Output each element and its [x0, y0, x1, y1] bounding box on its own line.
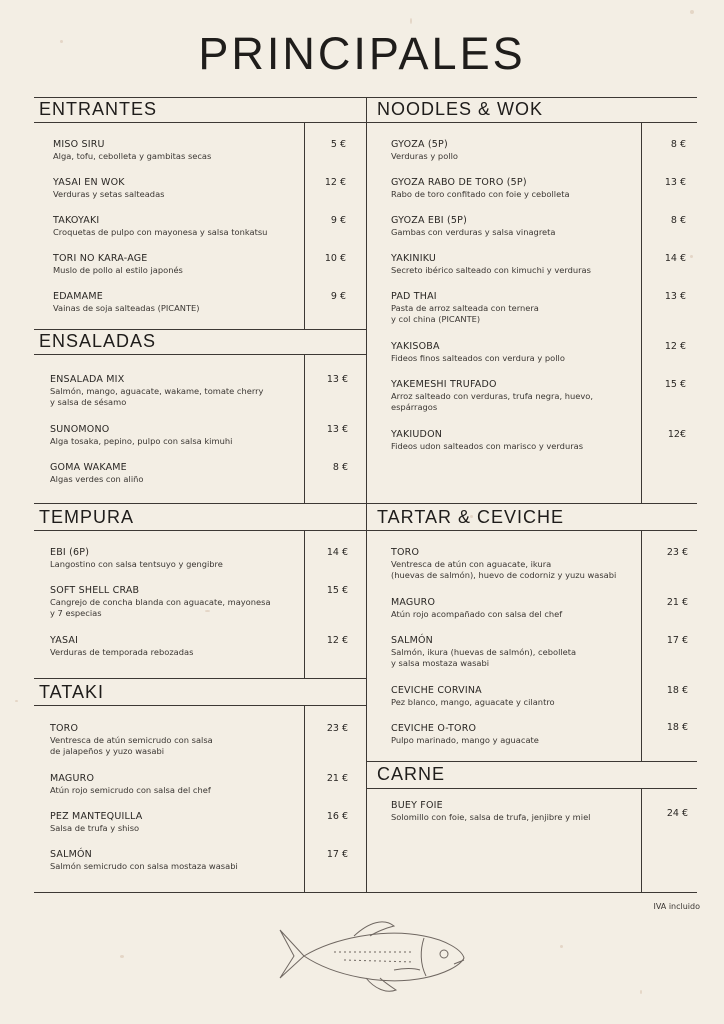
item-name: MISO SIRU: [53, 139, 105, 150]
item-name: ENSALADA MIX: [50, 374, 125, 385]
col-rule: [641, 530, 642, 761]
menu-item: [50, 424, 232, 447]
menu-item: [391, 177, 570, 200]
menu-item: [53, 253, 183, 276]
menu-item: [391, 635, 576, 669]
item-desc: Gambas con verduras y salsa vinagreta: [391, 227, 556, 237]
item-desc: Verduras y pollo: [391, 151, 458, 161]
menu-item: [50, 849, 238, 872]
fish-illustration: [274, 908, 474, 1000]
menu-item: [391, 253, 591, 276]
menu-item: [391, 429, 583, 452]
section-title-noodles-wok: NOODLES & WOK: [377, 99, 544, 119]
item-name: YAKISOBA: [391, 341, 440, 352]
menu-item: [50, 585, 271, 619]
menu-item: [391, 597, 562, 620]
item-price: 8 €: [332, 462, 348, 473]
item-price: 23 €: [666, 547, 688, 558]
menu-item: [391, 341, 565, 364]
item-desc: Secreto ibérico salteado con kimuchi y verduras: [391, 265, 591, 275]
col-rule: [304, 530, 305, 678]
item-price: 13 €: [326, 374, 348, 385]
menu-item: [53, 177, 164, 200]
item-desc: Cangrejo de concha blanda con aguacate, mayonesa: [50, 597, 271, 607]
center-divider: [366, 97, 367, 892]
item-desc: de jalapeños y yuzo wasabi: [50, 746, 165, 756]
item-desc: Ventresca de atún con aguacate, ikura: [391, 559, 552, 569]
rule: [34, 705, 366, 706]
menu-item: [391, 215, 556, 238]
menu-item: [53, 215, 267, 238]
section-title-carne: CARNE: [377, 764, 446, 784]
item-price: 18 €: [666, 722, 688, 733]
col-rule: [641, 122, 642, 503]
item-name: YAKEMESHI TRUFADO: [391, 379, 497, 390]
item-price: 12€: [667, 429, 686, 440]
item-desc: Salsa de trufa y shiso: [50, 823, 140, 833]
item-price: 9 €: [330, 291, 346, 302]
rule: [34, 678, 366, 679]
menu-item: [50, 773, 211, 796]
item-desc: Fideos finos salteados con verdura y pollo: [391, 353, 565, 363]
item-name: SUNOMONO: [50, 424, 110, 435]
item-price: 21 €: [666, 597, 688, 608]
item-name: GYOZA EBI (5P): [391, 215, 468, 226]
item-name: MAGURO: [50, 773, 95, 784]
item-name: SALMÓN: [391, 635, 433, 646]
item-price: 13 €: [664, 291, 686, 302]
item-price: 12 €: [324, 177, 346, 188]
rule: [366, 788, 697, 789]
rule: [34, 530, 697, 531]
item-name: SOFT SHELL CRAB: [50, 585, 140, 596]
item-desc: Pulpo marinado, mango y aguacate: [391, 735, 539, 745]
item-desc: y salsa mostaza wasabi: [391, 658, 490, 668]
item-price: 15 €: [664, 379, 686, 390]
item-price: 13 €: [664, 177, 686, 188]
section-title-ensaladas: ENSALADAS: [39, 331, 157, 351]
item-desc: y 7 especias: [50, 608, 102, 618]
menu-item: [50, 547, 223, 570]
menu-item: [391, 685, 555, 708]
section-title-tempura: TEMPURA: [39, 507, 135, 527]
item-name: MAGURO: [391, 597, 436, 608]
item-name: YAKINIKU: [391, 253, 437, 264]
item-name: EDAMAME: [53, 291, 103, 302]
page-title: PRINCIPALES: [198, 28, 526, 79]
item-desc: Alga, tofu, cebolleta y gambitas secas: [53, 151, 212, 161]
rule: [34, 354, 366, 355]
rule: [366, 761, 697, 762]
item-price: 24 €: [666, 808, 688, 819]
item-desc: y salsa de sésamo: [50, 397, 127, 407]
item-name: TAKOYAKI: [53, 215, 100, 226]
menu-item: [391, 291, 539, 325]
item-desc: Rabo de toro confitado con foie y cebolleta: [391, 189, 570, 199]
item-name: EBI (6P): [50, 547, 90, 558]
menu-item: [391, 139, 458, 162]
menu-item: [50, 811, 142, 834]
item-price: 18 €: [666, 685, 688, 696]
item-price: 23 €: [326, 723, 348, 734]
item-desc: Muslo de pollo al estilo japonés: [53, 265, 183, 275]
item-name: SALMÓN: [50, 849, 92, 860]
item-price: 17 €: [326, 849, 348, 860]
section-title-tataki: TATAKI: [39, 682, 105, 702]
rule: [34, 329, 366, 330]
item-price: 10 €: [324, 253, 346, 264]
item-price: 15 €: [326, 585, 348, 596]
menu-item: [50, 635, 193, 658]
menu-item: [50, 723, 213, 757]
item-desc: Alga tosaka, pepino, pulpo con salsa kimuhi: [50, 436, 233, 446]
item-desc: Arroz salteado con verduras, trufa negra, huevo,: [391, 391, 594, 401]
item-desc: Algas verdes con aliño: [50, 474, 144, 484]
item-desc: Salmón semicrudo con salsa mostaza wasabi: [50, 861, 238, 871]
section-title-entrantes: ENTRANTES: [39, 99, 158, 119]
item-price: 13 €: [326, 424, 348, 435]
item-price: 8 €: [670, 139, 686, 150]
item-name: YASAI: [50, 635, 79, 646]
menu-item: [391, 379, 593, 413]
item-desc: Solomillo con foie, salsa de trufa, jenjibre y miel: [391, 812, 591, 822]
item-desc: Atún rojo semicrudo con salsa del chef: [50, 785, 211, 795]
item-name: GOMA WAKAME: [50, 462, 127, 473]
item-desc: Vainas de soja salteadas (PICANTE): [53, 303, 200, 313]
item-desc: Salmón, mango, aguacate, wakame, tomate cherry: [50, 386, 264, 396]
item-name: GYOZA RABO DE TORO (5P): [391, 177, 527, 188]
item-name: TORO: [50, 723, 79, 734]
item-desc: Croquetas de pulpo con mayonesa y salsa tonkatsu: [53, 227, 268, 237]
item-price: 12 €: [664, 341, 686, 352]
menu-item: [391, 547, 616, 581]
item-name: YASAI EN WOK: [53, 177, 125, 188]
col-rule: [304, 354, 305, 503]
menu-item: [53, 291, 200, 314]
menu-item: [53, 139, 211, 162]
item-name: YAKIUDON: [391, 429, 443, 440]
rule: [366, 122, 697, 123]
item-desc: Verduras de temporada rebozadas: [50, 647, 194, 657]
item-name: PAD THAI: [391, 291, 437, 302]
bottom-rule: [34, 892, 697, 893]
item-name: TORO: [391, 547, 420, 558]
item-price: 5 €: [330, 139, 346, 150]
col-rule: [641, 788, 642, 892]
item-desc: Verduras y setas salteadas: [53, 189, 165, 199]
item-desc: espárragos: [391, 402, 438, 412]
item-desc: Pez blanco, mango, aguacate y cilantro: [391, 697, 555, 707]
menu-item: [50, 374, 263, 408]
col-rule: [304, 705, 305, 892]
item-price: 14 €: [664, 253, 686, 264]
item-name: BUEY FOIE: [391, 800, 443, 811]
item-name: CEVICHE O-TORO: [391, 723, 477, 734]
item-name: TORI NO KARA-AGE: [53, 253, 148, 264]
item-desc: Langostino con salsa tentsuyo y gengibre: [50, 559, 223, 569]
item-name: CEVICHE CORVINA: [391, 685, 482, 696]
item-price: 21 €: [326, 773, 348, 784]
item-desc: y col china (PICANTE): [391, 314, 481, 324]
item-price: 14 €: [326, 547, 348, 558]
menu-item: [50, 462, 143, 485]
iva-note: IVA incluido: [653, 902, 700, 911]
item-desc: Fideos udon salteados con marisco y verduras: [391, 441, 584, 451]
item-name: PEZ MANTEQUILLA: [50, 811, 143, 822]
item-desc: Salmón, ikura (huevas de salmón), cebolleta: [391, 647, 577, 657]
rule: [34, 122, 366, 123]
section-title-tartar-ceviche: TARTAR & CEVICHE: [377, 507, 565, 527]
item-price: 12 €: [326, 635, 348, 646]
item-price: 9 €: [330, 215, 346, 226]
item-desc: (huevas de salmón), huevo de codorniz y yuzu wasabi: [391, 570, 617, 580]
item-desc: Ventresca de atún semicrudo con salsa: [50, 735, 213, 745]
menu-item: [391, 723, 539, 746]
col-rule: [304, 122, 305, 329]
item-price: 8 €: [670, 215, 686, 226]
item-price: 17 €: [666, 635, 688, 646]
item-name: GYOZA (5P): [391, 139, 448, 150]
item-desc: Pasta de arroz salteada con ternera: [391, 303, 539, 313]
menu-item: [391, 800, 590, 823]
item-desc: Atún rojo acompañado con salsa del chef: [391, 609, 563, 619]
rule: [34, 503, 697, 504]
item-price: 16 €: [326, 811, 348, 822]
